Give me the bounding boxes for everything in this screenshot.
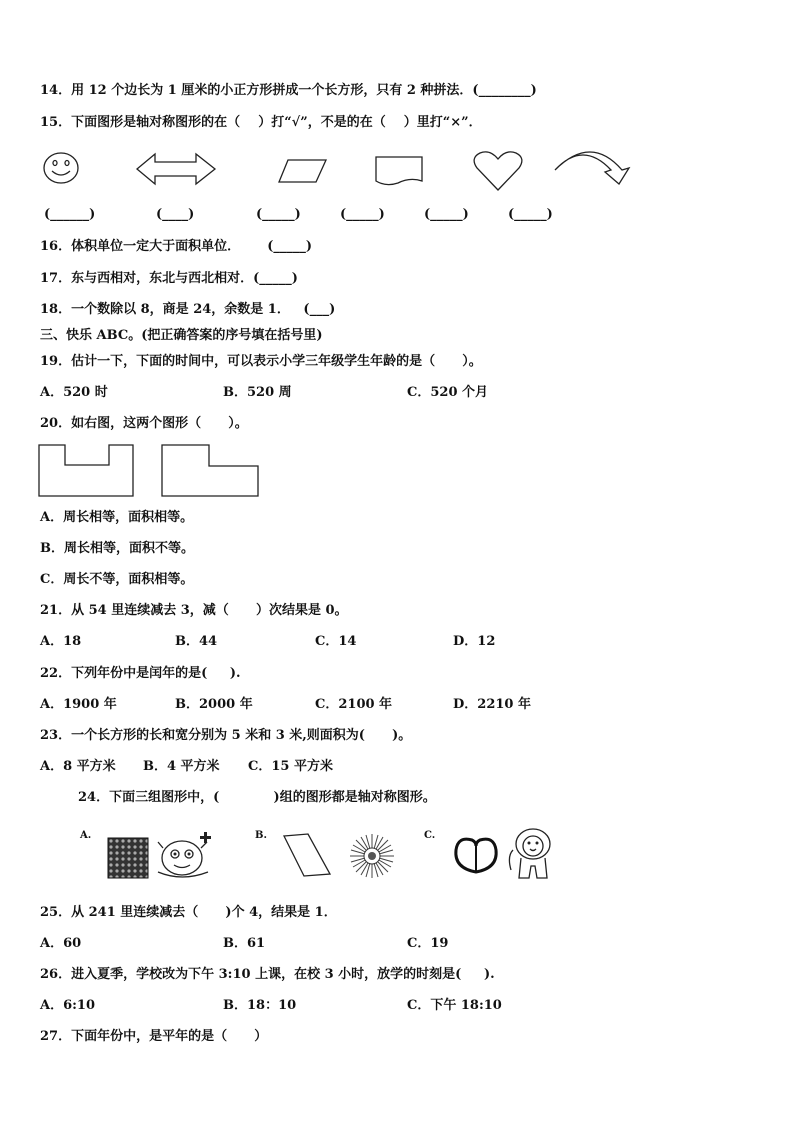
q26-option-c: C．下午 18:10 [407, 998, 502, 1013]
q20-option-c: C．周长不等，面积相等。 [40, 572, 194, 587]
q24-group-b-label: B. [255, 830, 267, 841]
wavy-rectangle-icon [374, 155, 426, 187]
q23-option-b: B．4 平方米 [143, 759, 220, 774]
q15-blank-4[interactable]: (_____) [340, 207, 385, 222]
question-20: 20．如右图，这两个图形（ ）。 [40, 416, 248, 431]
question-23: 23．一个长方形的长和宽分别为 5 米和 3 米,则面积为( )。 [40, 728, 412, 743]
question-15: 15．下面图形是轴对称图形的在（ ）打“√”，不是的在（ ）里打“×”． [40, 115, 482, 130]
heart-icon [472, 150, 524, 192]
question-16: 16．体积单位一定大于面积单位． (_____) [40, 239, 313, 254]
rhombus-icon [282, 832, 332, 878]
q15-blank-5[interactable]: (_____) [424, 207, 469, 222]
question-17: 17．东与西相对，东北与西北相对．(_____) [40, 271, 298, 286]
smiley-icon [42, 150, 82, 186]
q24-group-c-label: C. [424, 830, 436, 841]
cartoon-doctor-icon [152, 832, 218, 880]
q22-option-b: B．2000 年 [175, 697, 253, 712]
q22-option-a: A．1900 年 [40, 697, 117, 712]
question-22: 22．下列年份中是闰年的是( ). [40, 666, 241, 681]
q22-option-d: D．2210 年 [453, 697, 531, 712]
q21-option-d: D．12 [453, 634, 496, 649]
q21-option-a: A．18 [40, 634, 82, 649]
q26-option-a: A．6:10 [40, 998, 96, 1013]
notched-rectangle-figure-2 [161, 444, 261, 498]
question-26: 26．进入夏季，学校改为下午 3:10 上课，在校 3 小时，放学的时刻是( ). [40, 967, 495, 982]
lion-icon [505, 826, 563, 882]
sunflower-icon [348, 832, 396, 880]
q19-option-c: C．520 个月 [407, 385, 489, 400]
q26-option-b: B．18：10 [223, 998, 297, 1013]
question-25: 25．从 241 里连续减去（ )个 4，结果是 1． [40, 905, 337, 920]
q25-option-a: A．60 [40, 936, 82, 951]
question-19: 19．估计一下，下面的时间中，可以表示小学三年级学生年龄的是（ ）。 [40, 354, 482, 369]
parallelogram-icon [278, 158, 328, 184]
q15-blank-6[interactable]: (_____) [508, 207, 553, 222]
q23-option-a: A．8 平方米 [40, 759, 116, 774]
q20-option-a: A．周长相等，面积相等。 [40, 510, 194, 525]
leaf-icon [452, 832, 500, 876]
notched-rectangle-figure-1 [38, 444, 136, 498]
q15-blank-2[interactable]: (____) [156, 207, 195, 222]
question-27: 27．下面年份中，是平年的是（ ） [40, 1029, 268, 1044]
q23-option-c: C．15 平方米 [248, 759, 333, 774]
q25-option-c: C．19 [407, 936, 449, 951]
q22-option-c: C．2100 年 [315, 697, 393, 712]
question-18: 18．一个数除以 8，商是 24，余数是 1． (___) [40, 302, 336, 317]
q19-option-b: B．520 周 [223, 385, 292, 400]
double-arrow-icon [135, 152, 217, 186]
curved-arrow-icon [553, 148, 633, 188]
q19-option-a: A．520 时 [40, 385, 108, 400]
q15-blank-1[interactable]: (______) [44, 207, 96, 222]
q15-blank-3[interactable]: (_____) [256, 207, 301, 222]
patterned-square-icon [108, 838, 148, 878]
q20-option-b: B．周长相等，面积不等。 [40, 541, 194, 556]
question-24: 24．下面三组图形中，( )组的图形都是轴对称图形。 [78, 790, 436, 805]
q21-option-c: C．14 [315, 634, 357, 649]
question-14: 14．用 12 个边长为 1 厘米的小正方形拼成一个长方形，只有 2 种拼法．(________) [40, 83, 537, 98]
q25-option-b: B．61 [223, 936, 266, 951]
section-3-heading: 三、快乐 ABC。(把正确答案的序号填在括号里) [40, 328, 323, 343]
q21-option-b: B．44 [175, 634, 218, 649]
question-21: 21．从 54 里连续减去 3，减（ ）次结果是 0。 [40, 603, 348, 618]
q24-group-a-label: A. [80, 830, 92, 841]
